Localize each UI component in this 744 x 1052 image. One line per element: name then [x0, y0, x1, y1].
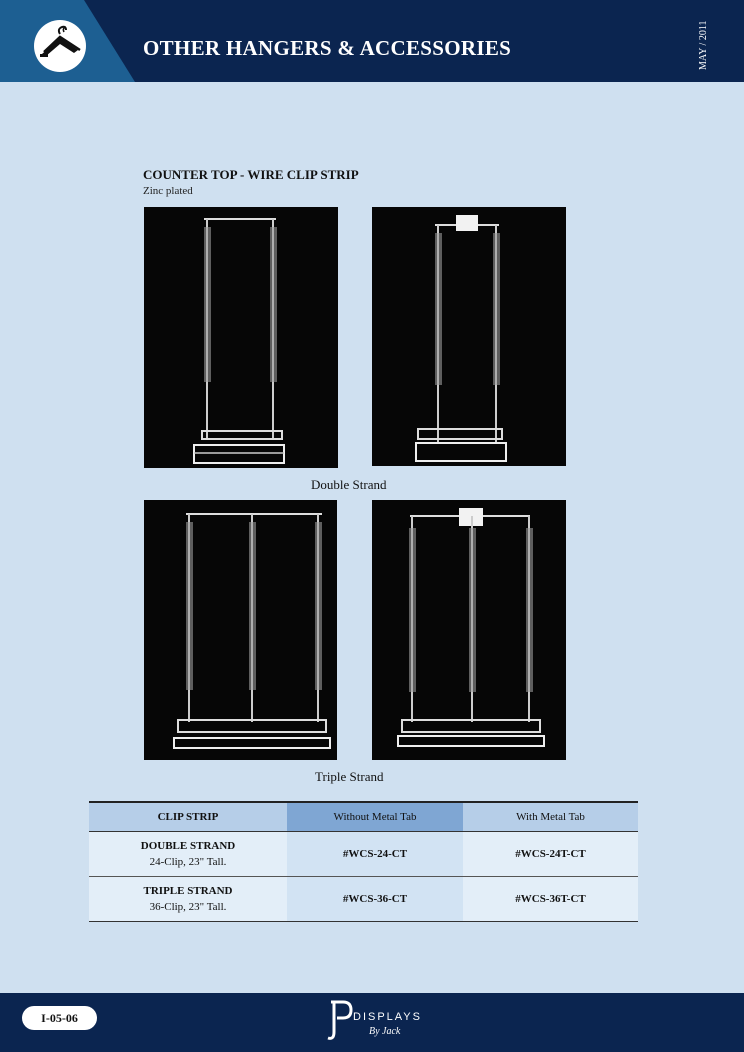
section-title: COUNTER TOP - WIRE CLIP STRIP [143, 167, 359, 182]
product-desc: 36-Clip, 23" Tall. [149, 901, 227, 913]
page-number: I-05-06 [22, 1006, 97, 1030]
brand-logo [325, 998, 425, 1046]
double-strand-no-tab-photo [144, 207, 338, 468]
code-with-tab [463, 832, 638, 876]
section-subtitle: Zinc plated [143, 185, 193, 197]
header-with-tab: With Metal Tab [463, 803, 638, 831]
table-row [89, 831, 638, 876]
hanger-icon [34, 20, 86, 72]
code-text: #WCS-36T-CT [515, 893, 586, 905]
product-table [89, 801, 638, 922]
triple-strand-no-tab-photo [144, 500, 337, 760]
date-text: MAY / 2011 [698, 20, 709, 70]
triple-strand-caption: Triple Strand [315, 769, 384, 784]
code-text: #WCS-36-CT [342, 893, 408, 905]
double-strand-with-tab-photo [372, 207, 566, 466]
code-text: #WCS-24T-CT [515, 848, 586, 860]
product-name: TRIPLE STRAND [143, 885, 233, 897]
brand-sub: By Jack [369, 1026, 401, 1037]
table-header-row [89, 803, 638, 831]
double-strand-caption: Double Strand [311, 477, 387, 492]
code-without-tab [287, 877, 463, 921]
date-label [692, 14, 722, 72]
code-with-tab [463, 877, 638, 921]
triple-strand-with-tab-photo [372, 500, 566, 760]
product-desc: 24-Clip, 23" Tall. [149, 856, 227, 868]
code-text: #WCS-24-CT [342, 848, 408, 860]
product-name: DOUBLE STRAND [140, 840, 236, 852]
table-row [89, 876, 638, 921]
page-title: OTHER HANGERS & ACCESSORIES [143, 36, 512, 60]
header-clip-strip: CLIP STRIP [89, 803, 287, 831]
row-product-cell [89, 877, 287, 921]
brand-name: DISPLAYS [353, 1011, 422, 1023]
row-product-cell [89, 832, 287, 876]
code-without-tab [287, 832, 463, 876]
brand-mark-icon [325, 998, 355, 1044]
header-without-tab: Without Metal Tab [287, 803, 463, 831]
